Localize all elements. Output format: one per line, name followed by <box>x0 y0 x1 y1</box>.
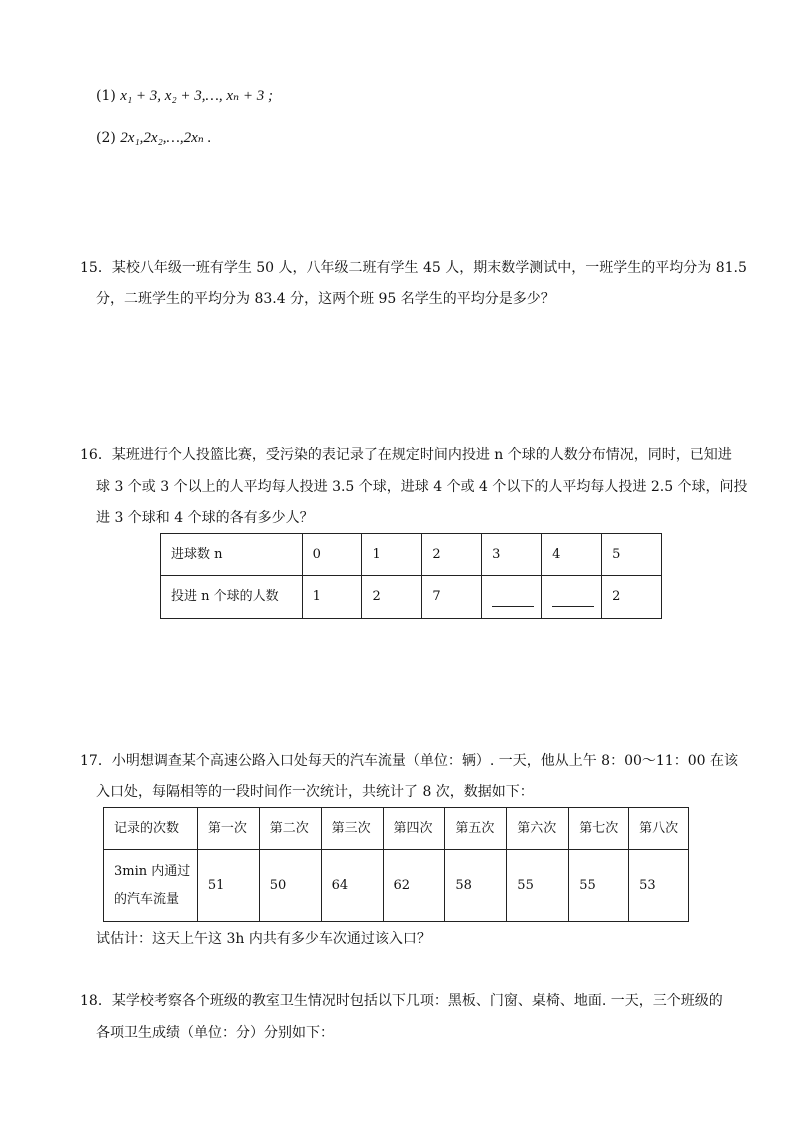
q17-value-cell: 62 <box>383 850 445 922</box>
q17-row-label <box>104 850 198 922</box>
q18-line-2: 各项卫生成绩（单位：分）分别如下： <box>96 1025 334 1041</box>
q16-number: 16． <box>80 447 112 463</box>
q17-number: 17． <box>80 753 112 769</box>
q17-value-cell: 64 <box>321 850 383 922</box>
q16-line-3: 进 3 个球和 4 个球的各有多少人？ <box>96 510 314 526</box>
q17-value-cell: 53 <box>629 850 689 922</box>
fill-in-blank <box>552 592 594 607</box>
q17-header-cell: 第三次 <box>321 808 383 850</box>
q18-line-1 <box>80 991 723 1011</box>
q16-cell-blank-3 <box>482 576 542 619</box>
q17-value-cell: 50 <box>259 850 321 922</box>
q18-number: 18． <box>80 993 112 1009</box>
q16-score-table <box>160 533 662 619</box>
q16-table-row-goals <box>161 534 662 576</box>
q15-number: 15． <box>80 260 112 276</box>
q16-text-1: 某班进行个人投篮比赛，受污染的表记录了在规定时间内投进 n 个球的人数分布情况，同时，已知进 <box>111 447 732 463</box>
q15-line-1 <box>80 258 747 278</box>
q17-header-cell: 第五次 <box>445 808 507 850</box>
q15-text-1: 某校八年级一班有学生 50 人，八年级二班有学生 45 人，期末数学测试中，一班学生的平均分为 81.5 <box>111 260 747 276</box>
q17-value-cell: 55 <box>507 850 569 922</box>
q18-text-1: 某学校考察各个班级的教室卫生情况时包括以下几项：黑板、门窗、桌椅、地面. 一天，三个班级的 <box>111 993 723 1009</box>
q17-traffic-table <box>103 807 689 922</box>
q16-cell: 2 <box>422 534 482 576</box>
q16-cell-header: 进球数 n <box>161 534 303 576</box>
q17-header-cell: 第八次 <box>629 808 689 850</box>
q16-cell: 7 <box>422 576 482 619</box>
q16-cell: 4 <box>542 534 602 576</box>
q17-value-cell: 51 <box>197 850 259 922</box>
q16-cell: 0 <box>302 534 362 576</box>
q17-text-1: 小明想调查某个高速公路入口处每天的汽车流量（单位：辆）. 一天，他从上午 8：00～11：00 在该 <box>111 753 738 769</box>
q17-row-label-line-1: 3min 内通过 <box>114 863 191 879</box>
q16-cell: 1 <box>302 576 362 619</box>
q16-line-2: 球 3 个或 3 个以上的人平均每人投进 3.5 个球，进球 4 个或 4 个以下的人平均每人投进 2.5 个球，问投 <box>96 479 748 495</box>
q16-cell: 1 <box>362 534 422 576</box>
q17-header-cell: 第七次 <box>569 808 629 850</box>
q16-table-row-counts <box>161 576 662 619</box>
q17-question: 试估计：这天上午这 3h 内共有多少车次通过该入口？ <box>96 931 431 947</box>
q17-header-cell: 第六次 <box>507 808 569 850</box>
q16-cell-blank-4 <box>542 576 602 619</box>
q17-header-cell: 第二次 <box>259 808 321 850</box>
prev-item-1-prefix: (1) <box>96 88 116 104</box>
prev-item-2 <box>96 128 211 148</box>
prev-item-2-expression: 2x₁,2x₂,…,2xₙ . <box>120 130 212 146</box>
fill-in-blank <box>492 592 534 607</box>
q16-cell: 2 <box>362 576 422 619</box>
q17-value-cell: 55 <box>569 850 629 922</box>
q17-line-1 <box>80 751 738 771</box>
q15-line-2: 分，二班学生的平均分为 83.4 分，这两个班 95 名学生的平均分是多少？ <box>96 291 555 307</box>
q17-header-cell: 第一次 <box>197 808 259 850</box>
q17-header-cell: 记录的次数 <box>104 808 198 850</box>
prev-item-1-expression: x₁ + 3, x₂ + 3,…, xₙ + 3 ; <box>120 88 273 104</box>
q17-row-label-line-2: 的汽车流量 <box>114 891 180 907</box>
q17-value-cell: 58 <box>445 850 507 922</box>
q16-cell-header: 投进 n 个球的人数 <box>161 576 303 619</box>
q16-cell: 2 <box>602 576 662 619</box>
q17-line-2: 入口处，每隔相等的一段时间作一次统计，共统计了 8 次，数据如下： <box>96 784 534 800</box>
prev-item-1 <box>96 86 273 106</box>
q16-cell: 3 <box>482 534 542 576</box>
q17-header-cell: 第四次 <box>383 808 445 850</box>
q17-table-header-row <box>104 808 689 850</box>
q17-table-value-row <box>104 850 689 922</box>
q16-line-1 <box>80 445 732 465</box>
q16-cell: 5 <box>602 534 662 576</box>
prev-item-2-prefix: (2) <box>96 130 116 146</box>
